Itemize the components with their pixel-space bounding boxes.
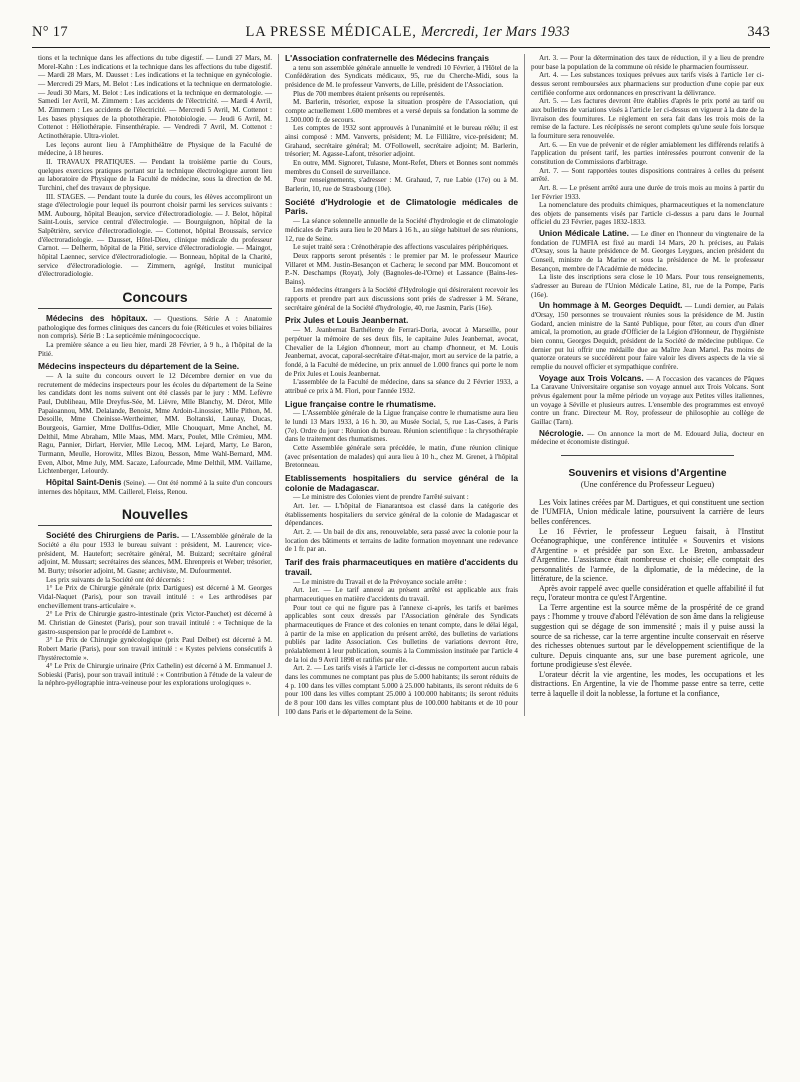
paragraph: Art. 2. — Un bail de dix ans, renouvelable, sera passé avec la colonie pour la location des bâtiments et terrains de ladite formation moyennant une redevance de 1 fr. par an. [285, 528, 518, 554]
column-middle [278, 54, 524, 716]
paragraph: Art. 2. — Les tarifs visés à l'article 1er ci-dessus ne comportent aucun rabais dans les communes ne comptant pas plus de 5.000 habitants; ils seront réduits de 4 p. 100 dans les villes comptant 5.000 à 25.000 habitants, ils seront réduits de 6 pour 100 dans les villes comptant 25.000 à 100.000 habitants; ils seront réduits de 8 pour 100 dans les villes comptant plus de 100.000 habitants et de 10 pour 100 dans Paris et le département de la Seine. [285, 664, 518, 716]
paragraph: M. Barlerin, trésorier, expose la situation prospère de l'Association, qui compte actuellement 1.600 membres et a versé depuis sa fondation la somme de 1.500.000 fr. de secours. [285, 98, 518, 124]
item-heading: Nécrologie. [539, 428, 584, 438]
paragraph: — La séance solennelle annuelle de la Société d'hydrologie et de climatologie médicales de Paris aura lieu le 20 Mars à 16 h., au siège habituel de ses réunions, 12, rue de Seine. [285, 217, 518, 243]
paragraph: Art. 8. — Le présent arrêté aura une durée de trois mois au moins à partir du 1er Février 1933. [531, 183, 764, 201]
paragraph: — A la suite du concours ouvert le 12 Décembre dernier en vue du recrutement de médecins inspecteurs pour les écoles du département de la Seine les candidats dont les noms suivent ont été classés par le jury : MM. Lefèvre Paul, Dubliheau, Mlle Dreyfus-Sée, M. Lièvre, Mlle Blanchy, M. Dérot, Mlle Papaioannou, MM. Delalande, Benoist, Mme Ardoin-Linossier, Mlle Pithon, M. Desoille, Mme Cheinisse-Wertheimer, MM. Boltanski, Launay, Ducas, Bourgeois, Garnier, Mme Dollfus-Odier, Mlle Chouquart, Mme Anchel, M. Delthil, Mme Abraham, Mlle Maas, MM. Marx, Poulet, Mlle Crémieu, MM. Ragu, Pannier, Dirlart, Hervier, Mlle Lecoq, MM. Lejard, Marty, Le Baron, Turmann, Meulle, Horowitz, Mlles Bizou, Besson, Mme Wahl-Bernard, MM. Even, Albot, Mme July, MM. Sacaze, Lafourcade, Mme Delthil, MM. Vaillame, Lichtenberger, Lelourdy. [38, 372, 272, 476]
item-heading: Tarif des frais pharmaceutiques en matière d'accidents du travail. [285, 557, 518, 577]
item-paragraph [531, 230, 764, 273]
paragraph: L'orateur décrit la vie argentine, les modes, les occupations et les distractions. En Argentine, la vie de l'homme passe entre sa terre, cette terre à laquelle il doit la noblesse, la fortune et la confiance, [531, 669, 764, 698]
item-heading: Société des Chirurgiens de Paris. [46, 531, 180, 541]
paragraph: 4° Le Prix de Chirurgie urinaire (Prix Cathelin) est décerné à M. Emmanuel J. Sobieski (Paris), pour son travail intitulé : « Contribution à l'étude de la valeur de la néphro-pyélographie intra-veineuse pour les explorations urologiques ». [38, 662, 272, 688]
paragraph: Après avoir rappelé avec quelle considération et quelle affabilité il fut reçu, l'orateur montra ce qu'est l'Argentine. [531, 583, 764, 603]
article-subtitle: (Une conférence du Professeur Legueu) [580, 479, 715, 489]
item-heading: Union Médicale Latine. [539, 229, 629, 239]
paragraph: III. STAGES. — Pendant toute la durée du cours, les élèves accompliront un stage d'électrologie pour lequel ils pourront choisir parmi les services suivants : MM. Aubourg, hôpital Beaujon, service d'électroradiologie. — J. Belot, hôpital Saint-Louis, service central d'électrologie. — Bourguignon, hôpital de la Salpêtrière, service d'électroradiologie. — Cottenot, hôpital Broussais, service d'électroradiologie. — Dausset, Hôtel-Dieu, clinique médicale du professeur Carnot. — Delherm, hôpital de la Pitié, service d'électroradiologie. — Maingot, hôpital Laennec, service d'électroradiologie. — Bonneau, hôpital de la Charité, service d'électroradiologie. — Zimmern, agrégé, Institut municipal d'électroradiologie. [38, 192, 272, 279]
item-heading: Médecins des hôpitaux. [46, 314, 148, 324]
item-text: — On annonce la mort de M. Edouard Julia, docteur en médecine et économiste distingué. [531, 429, 764, 447]
paragraph: En outre, MM. Signoret, Tulasne, Mont-Refet, Dhers et Bonnes sont nommés membres du Conseil de surveillance. [285, 159, 518, 176]
item-heading: Un hommage à M. Georges Dequidt. [539, 301, 683, 311]
article-body [531, 498, 764, 698]
divider [561, 455, 734, 456]
item-heading: Prix Jules et Louis Jeanbernat. [285, 315, 409, 326]
paragraph: II. TRAVAUX PRATIQUES. — Pendant la troisième partie du Cours, quelques exercices pratiques portant sur la technique électrologique auront lieu au laboratoire de Physique de la Faculté de médecine, sous la direction de M. Turchini, chef des travaux de physique. [38, 157, 272, 192]
paragraph: Les prix suivants de la Société ont été décernés : [46, 575, 185, 584]
paragraph: Les leçons auront lieu à l'Amphithéâtre de Physique de la Faculté de médecine, à 18 heures. [38, 140, 272, 158]
paragraph: — L'Assemblée générale de la Ligue française contre le rhumatisme aura lieu le lundi 13 Mars 1933, à 16 h. 30, au Musée Social, 5, rue Las-Cases, à Paris (7e). Ordre du jour : Réunion du bureau. Réunion scientifique : la chrysothérapie dans le traitement des rhumatismes. [285, 409, 518, 444]
article-title: Souvenirs et visions d'Argentine [568, 467, 727, 479]
paragraph: La nomenclature des produits chimiques, pharmaceutiques et la nomenclature des objets de pansements visés par l'article ci-dessus a paru dans le Journal officiel du 23 Février, pages 1832-1833. [531, 201, 764, 227]
paragraph: Deux rapports seront présentés : le premier par M. le professeur Maurice Villaret et MM. Justin-Besançon et Cachera; le second par MM. Boucomont et P.-N. Deschamps (Royat), Joly (Bagnoles-de-l'Orne) et Lassance (Bains-les-Bains). [285, 251, 518, 286]
section-title-concours: Concours [38, 289, 272, 309]
issue-date: Mercredi, 1er Mars 1933 [421, 24, 570, 40]
issue-number: N° 17 [32, 24, 68, 40]
item-heading: Ligue française contre le rhumatisme. [285, 398, 436, 409]
paragraph: a tenu son assemblée générale annuelle le vendredi 10 Février, à l'Hôtel de la Confédération des Syndicats médicaux, 95, rue du Cherche-Midi, sous la présidence de M. le professeur Vanverts, de Lille, président de l'Association. [285, 63, 518, 90]
paragraph: — Le ministre des Colonies vient de prendre l'arrêté suivant : [293, 493, 469, 502]
paragraph: Les comptes de 1932 sont approuvés à l'unanimité et le bureau réélu; il est ainsi composé : MM. Vanverts, président; M. Le Filliâtre, vice-président; M. Grahaud, secrétaire général; M. O'Followell, secrétaire adjoint; M. Barlerin, trésorier; M. Agasse-Lafont, trésorier adjoint. [285, 124, 518, 159]
paragraph: Art. 6. — En vue de prévenir et de régler amiablement les différends relatifs à l'application du présent tarif, les parties intéressées pourront convenir de la constitution de Commissions d'arbitrage. [531, 140, 764, 166]
paragraph: L'assemblée de la Faculté de médecine, dans sa séance du 2 Février 1933, a attribué ce prix à M. Flori, pour l'année 1932. [285, 378, 518, 395]
item-text: — Lundi dernier, au Palais d'Orsay, 150 personnes se trouvaient réunies sous la présidence de M. Justin Godard, ancien ministre de la Santé Publique, pour fêter, au cours d'un dîner amical, la promotion, au grade d'Officier de la Légion d'Honneur, de l'hygiéniste bien connu, Georges Dequidt, président de la Société de médecine publique. Ce dernier put lui offrir une médaille due au Maître Jean Martel. Pas moins de quatorze orateurs se succédèrent pour faire valoir les divers aspects de la vie si remplie du nouvel officier et sympathique confrère. [531, 302, 765, 371]
item-paragraph [38, 315, 272, 341]
item-heading: L'Association confraternelle des Médecins français [285, 54, 489, 63]
paragraph: Art. 3. — Pour la détermination des taux de réduction, il y a lieu de prendre pour base la population de la commune où réside le pharmacien fournisseur. [531, 54, 764, 71]
item-paragraph [38, 532, 272, 575]
paragraph: tions et la technique dans les affections du tube digestif. — Lundi 27 Mars, M. Morel-Kahn : Les indications et la technique dans les affections du tube digestif. — Mardi 28 Mars, M. Dausset : Les indications et la technique en gynécologie. — Mercredi 29 Mars, M. Belot : Les indications et la technique en dermatologie. — Jeudi 30 Mars, M. Belot : Les indications et la technique en dermatologie. — Samedi 1er Avril, M. Zimmern : Les accidents de l'électricité. — Mardi 4 Avril, M. Zimmern : Les accidents de l'électricité. — Mercredi 5 Avril, M. Cottenot : Les bases physiques de la photothérapie. Photobiologie. — Jeudi 6 Avril, M. Cottenot : Héliothérapie. Finsenthérapie. — Vendredi 7 Avril, M. Cottenot : Actinothérapie. Ultra-violet. [38, 54, 272, 140]
paragraph: Art. 7. — Sont rapportées toutes dispositions contraires à celles du présent arrêté. [531, 166, 764, 184]
column-left [32, 54, 278, 716]
paragraph: Art. 1er. — Le tarif annexé au présent arrêté est applicable aux frais pharmaceutiques en matière d'accidents du travail. [285, 586, 518, 603]
item-text: — Le dîner en l'honneur du vingtenaire de la fondation de l'UMFIA est fixé au mardi 14 Mars, 20 h. précises, au Palais d'Orsay, sous la haute présidence de M. Georges Leygues, ancien président du Conseil, ministre de la Marine et sous la présidence de M. le professeur Besançon, membre de l'Académie de médecine. [531, 230, 764, 273]
paragraph: Art. 4. — Les substances toxiques prévues aux tarifs visés à l'article 1er ci-dessus seront remboursées aux pharmaciens sur production d'une copie par eux certifiée conforme aux ordonnances en prescrivant la délivrance. [531, 71, 764, 97]
item-text: — L'Assemblée générale de la Société a élu pour 1933 le bureau suivant : président, M. Laurence; vice-président, M. Hautefort; secrétaire général, M. Buizard; secrétaire général adjoint, M. Mussart; secrétaires des séances, MM. Ehrenpreis et Weber; trésorier, M. Burty; trésorier adjoint, M. Gasne; archiviste, M. Dufourmentel. [38, 532, 272, 575]
paragraph: Pour tout ce qui ne figure pas à l'annexe ci-après, les tarifs et barèmes applicables sont ceux dressés par l'Association générale des Syndicats pharmaceutiques de France et des colonies en tenant compte, dans le délai légal, à partir de la mise en application du présent arrêté, des bulletins de variations publiés par ladite Association. Ces bulletins de variations devront être, préalablement à leur publication, soumis à la Commission instituée par l'article 4 de la loi du 9 Avril 1898 et ratifiés par elle. [285, 603, 518, 664]
item-paragraph [38, 479, 272, 496]
item-heading: Société d'Hydrologie et de Climatologie médicales de Paris. [285, 196, 518, 217]
paragraph: La première séance a eu lieu hier, mardi 28 Février, à 9 h., à l'hôpital de la Pitié. [38, 341, 272, 358]
paragraph: Pour renseignements, s'adresser : M. Grahaud, 7, rue Labie (17e) ou à M. Barlerin, 10, rue de Strasbourg (10e). [285, 176, 518, 193]
item-paragraph [531, 302, 764, 371]
paragraph: La Terre argentine est la source même de la prospérité de ce grand pays : l'homme y trouve d'abord l'élévation de son âme dans la religieuse suggestion qui se dégage de son immensité ; mais il y puise aussi la source de sa richesse, car la terre argentine inculte conservait en réserve des richesses obtenues surtout par le développement scientifique de la culture. Depuis cinquante ans, sur une base purement agricole, une fortune prodigieuse s'est élevée. [531, 602, 764, 670]
item-heading: Hôpital Saint-Denis [46, 478, 122, 488]
item-heading: Médecins inspecteurs du département de la Seine. [38, 361, 240, 372]
item-paragraph [531, 430, 764, 447]
paragraph: Les médecins étrangers à la Société d'Hydrologie qui désireraient recevoir les rapports et prendre part aux discussions sont priés de s'adresser à M. Sérane, secrétaire général de la Société d'hydrologie, 40, rue Jasmin, Paris (16e). [285, 286, 518, 312]
column-right [524, 54, 770, 716]
page-header [32, 14, 770, 48]
item-heading: Etablissements hospitaliers du service général de la colonie de Madagascar. [285, 472, 518, 493]
paragraph: 1° Le Prix de Chirurgie générale (prix Dartigues) est décerné à M. Georges Vidal-Naquet (Paris), pour son travail intitulé : « Les arthrodèses par enchevillement trans-articulaire ». [38, 584, 272, 610]
paragraph: — Le ministre du Travail et de la Prévoyance sociale arrête : [293, 577, 467, 586]
page-number: 343 [747, 24, 770, 40]
paragraph: Cette Assemblée générale sera précédée, le matin, d'une réunion clinique (avec présentation de malades) qui aura lieu à 10 h., chez M. Grenet, à l'hôpital Bretonneau. [285, 443, 518, 470]
item-heading: Voyage aux Trois Volcans. [539, 373, 644, 383]
section-title-nouvelles: Nouvelles [38, 506, 272, 526]
paragraph: Art. 1er. — L'hôpital de Fianarantsoa est classé dans la catégorie des établissements hospitaliers du service général de la colonie de Madagascar et dépendances. [285, 502, 518, 528]
paragraph: Art. 5. — Les factures devront être établies d'après le prix porté au tarif ou aux bulletins de variations visés à l'article 1er ci-dessus en vigueur à la date de la livraison des fournitures. Le règlement en sera fait dans les trois mois de la remise de la facture. Les récépissés ne seront complets qu'une seule fois lorsque la fourniture sera renouvelée. [531, 97, 764, 140]
item-text: — Questions. Série A : Anatomie pathologique des formes cliniques des cancers du foie (Réticules et voies biliaires non compris). Série B : La septicémie méningococcique. [38, 315, 273, 341]
paragraph: Plus de 700 membres étaient présents ou représentés. [293, 89, 445, 98]
paragraph: Les Voix latines créées par M. Dartigues, et qui constituent une section de l'UMFIA, Union médicale latine, poursuivent la carrière de leurs belles conférences. [531, 497, 764, 526]
paragraph: Le 16 Février, le professeur Legueu faisait, à l'Institut Océanographique, une conférence intitulée « Souvenirs et visions d'Argentine » et présidée par son Exc. Le Breton, ambassadeur d'Argentine. L'assistance était nombreuse et choisie; elle comptait des personnalités de l'armée, de la diplomatie, de la médecine, de la littérature, de la science. [531, 526, 764, 584]
paragraph: 3° Le Prix de Chirurgie gynécologique (prix Paul Delbet) est décerné à M. Robert Marie (Paris), pour son travail intitulé : « Kystes pelviens consécutifs à l'hystérectomie ». [38, 636, 272, 662]
item-text: — A l'occasion des vacances de Pâques La Caravane Universitaire organise son voyage annuel aux Trois Volcans. Sont prévus également pour la même période un voyage aux Petites villes italiennes, un voyage à Séville et plusieurs autres. L'ensemble des programmes est envoyé contre un franc. Directeur M. Roy, professeur de philosophie au collège de Gaillac (Tarn). [531, 374, 764, 426]
paragraph: La liste des inscriptions sera close le 10 Mars. Pour tous renseignements, s'adresser au Bureau de l'Union Médicale Latine, 81, rue de la Pompe, Paris (16e). [531, 273, 764, 299]
paragraph: — M. Jeanbernat Barthélemy de Ferrari-Doria, avocat à Marseille, pour perpétuer la mémoire de ses deux fils, le capitaine Jules Jeanbernat, avocat, Chevalier de la Légion d'honneur, mort au champ d'honneur, et M. Louis Jeanbernat, avocat, caporal-secrétaire d'état-major, mort au service de la patrie, a fondé, à la Faculté de médecine, un prix annuel de 1.000 francs qui porte le nom de Prix Jules et Louis Jeanbernat. [285, 326, 518, 378]
journal-title: LA PRESSE MÉDICALE, [245, 24, 417, 40]
masthead [246, 24, 570, 41]
item-text: (Seine). — Ont été nommé à la suite d'un concours internes des hôpitaux, MM. Caillerel, Fleiss, Renou. [38, 479, 272, 496]
paragraph: 2° Le Prix de Chirurgie gastro-intestinale (prix Victor-Pauchet) est décerné à M. Christian de Ginestet (Paris), pour son travail intitulé : « Technique de la gastro-suspension par le procédé de Lambret ». [38, 610, 272, 636]
paragraph: Le sujet traité sera : Crénothérapie des affections vasculaires périphériques. [293, 243, 509, 252]
item-paragraph [531, 375, 764, 427]
